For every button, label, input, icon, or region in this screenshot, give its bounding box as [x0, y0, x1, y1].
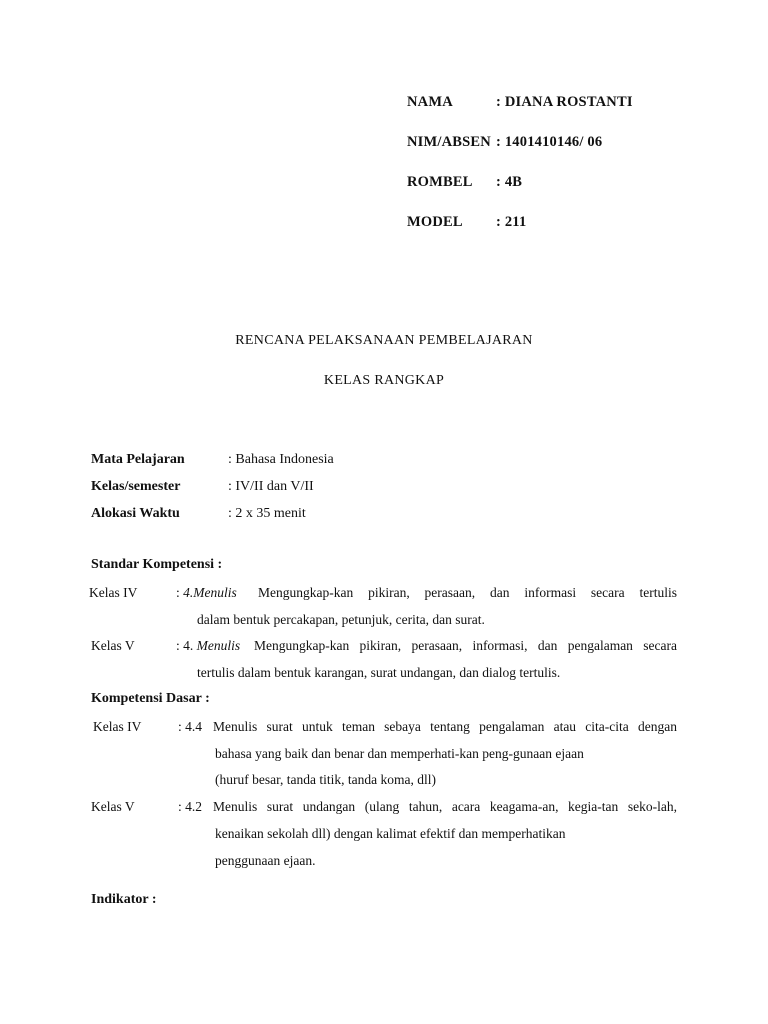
kd-kelas-v-code: : 4.2 — [178, 799, 203, 814]
kompetensi-dasar-heading: Kompetensi Dasar : — [91, 691, 210, 706]
kd-kelas-iv-line1: Menulis surat untuk teman sebaya tentang pengalaman atau cita-cita dengan — [213, 719, 677, 734]
identity-label-nim: NIM/ABSEN — [407, 134, 491, 150]
meta-value-mata-pelajaran: : Bahasa Indonesia — [228, 452, 334, 467]
standar-kelas-v-code: : 4. Menulis — [176, 638, 241, 653]
meta-label-alokasi-waktu: Alokasi Waktu — [91, 506, 180, 521]
kd-kelas-v-line1: Menulis surat undangan (ulang tahun, acara keagama-an, kegia-tan seko-lah, — [213, 799, 677, 814]
identity-value-nim: : 1401410146/ 06 — [496, 134, 603, 150]
identity-label-nama: NAMA — [407, 94, 453, 110]
standar-kelas-iv-code: : 4.Menulis — [176, 585, 237, 600]
kd-kelas-iv-line3: (huruf besar, tanda titik, tanda koma, dll) — [215, 772, 437, 787]
document-title: RENCANA PELAKSANAAN PEMBELAJARAN — [235, 333, 533, 348]
kd-kelas-iv-code: : 4.4 — [178, 719, 203, 734]
kd-kelas-v-label: Kelas V — [91, 799, 135, 814]
standar-kelas-iv-line1: Mengungkap-kan pikiran, perasaan, dan informasi secara tertulis — [258, 585, 677, 600]
meta-label-kelas-semester: Kelas/semester — [91, 479, 181, 494]
kd-kelas-v-line3: penggunaan ejaan. — [215, 853, 316, 868]
standar-kelas-v-label: Kelas V — [91, 638, 135, 653]
meta-value-alokasi-waktu: : 2 x 35 menit — [228, 506, 306, 521]
meta-value-kelas-semester: : IV/II dan V/II — [228, 479, 314, 494]
standar-kelas-iv-line2: dalam bentuk percakapan, petunjuk, cerita, dan surat. — [197, 612, 485, 627]
standar-kelas-iv-keyword: Menulis — [193, 585, 237, 600]
kd-kelas-iv-line2: bahasa yang baik dan benar dan memperhati-kan peng-gunaan ejaan — [215, 746, 584, 761]
document-subtitle: KELAS RANGKAP — [323, 373, 445, 388]
standar-kelas-v-line1: Mengungkap-kan pikiran, perasaan, informasi, dan pengalaman secara — [254, 638, 677, 653]
kd-kelas-v-line2: kenaikan sekolah dll) dengan kalimat efektif dan memperhatikan — [215, 826, 566, 841]
kd-kelas-iv-label: Kelas IV — [93, 719, 142, 734]
identity-value-rombel: : 4B — [496, 174, 523, 190]
standar-kompetensi-heading: Standar Kompetensi : — [91, 557, 223, 572]
identity-value-model: : 211 — [496, 214, 527, 230]
standar-kelas-iv-label: Kelas IV — [89, 585, 138, 600]
meta-label-mata-pelajaran: Mata Pelajaran — [91, 452, 185, 467]
standar-kelas-v-keyword: Menulis — [196, 638, 241, 653]
identity-label-rombel: ROMBEL — [407, 174, 473, 190]
standar-kelas-v-line2: tertulis dalam bentuk karangan, surat undangan, dan dialog tertulis. — [197, 665, 561, 680]
indikator-heading: Indikator : — [91, 892, 157, 907]
identity-label-model: MODEL — [407, 214, 463, 230]
identity-value-nama: : DIANA ROSTANTI — [496, 94, 633, 110]
